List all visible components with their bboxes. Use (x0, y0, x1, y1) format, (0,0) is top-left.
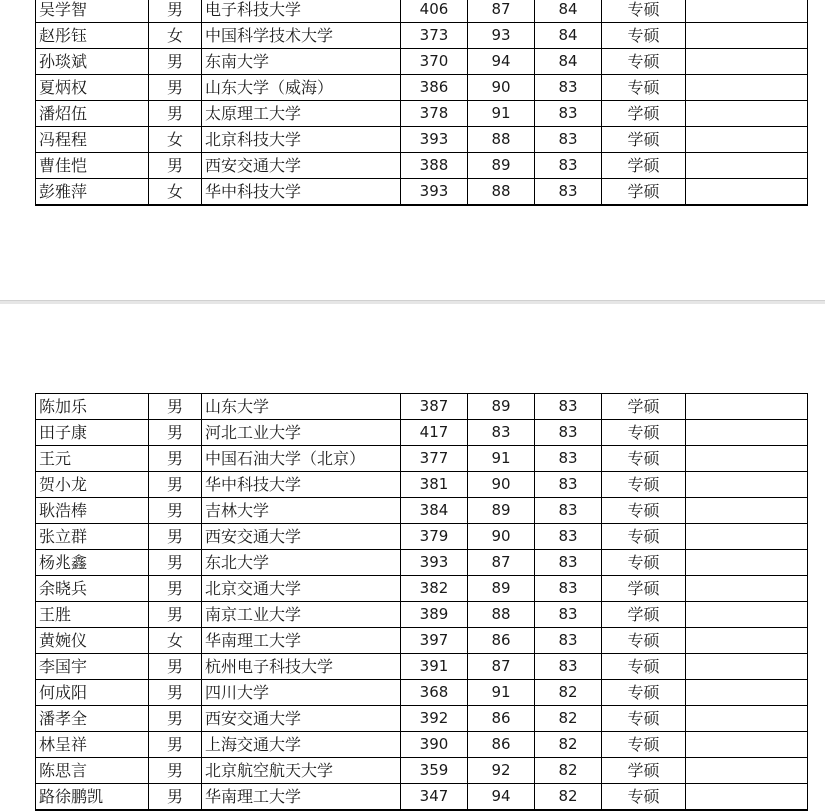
cell-name[interactable]: 李国宇 (36, 654, 149, 680)
cell-score-2[interactable]: 83 (535, 153, 602, 179)
document-page-bottom (0, 304, 825, 807)
cell-total-score[interactable]: 393 (401, 127, 468, 153)
cell-school[interactable]: 西安交通大学 (202, 706, 401, 732)
cell-note[interactable] (686, 420, 808, 446)
cell-degree-type[interactable]: 专硕 (602, 524, 686, 550)
cell-note[interactable] (686, 179, 808, 206)
cell-score-1[interactable]: 93 (468, 23, 535, 49)
cell-name[interactable]: 田子康 (36, 420, 149, 446)
cell-school[interactable]: 太原理工大学 (202, 101, 401, 127)
cell-score-2[interactable]: 83 (535, 524, 602, 550)
cell-note[interactable] (686, 23, 808, 49)
table-body (36, 0, 808, 205)
cell-note[interactable] (686, 784, 808, 811)
table-row (36, 75, 808, 101)
table-row (36, 23, 808, 49)
cell-name[interactable]: 王胜 (36, 602, 149, 628)
cell-school[interactable]: 电子科技大学 (202, 0, 401, 23)
cell-name[interactable]: 冯程程 (36, 127, 149, 153)
cell-degree-type[interactable]: 专硕 (602, 23, 686, 49)
cell-total-score[interactable]: 392 (401, 706, 468, 732)
cell-note[interactable] (686, 602, 808, 628)
cell-total-score[interactable]: 379 (401, 524, 468, 550)
cell-degree-type[interactable]: 学硕 (602, 576, 686, 602)
cell-name[interactable]: 陈思言 (36, 758, 149, 784)
cell-score-2[interactable]: 83 (535, 394, 602, 420)
cell-note[interactable] (686, 680, 808, 706)
cell-score-1[interactable]: 94 (468, 784, 535, 811)
cell-score-1[interactable]: 87 (468, 550, 535, 576)
cell-degree-type[interactable]: 学硕 (602, 127, 686, 153)
cell-degree-type[interactable]: 专硕 (602, 680, 686, 706)
cell-total-score[interactable]: 406 (401, 0, 468, 23)
cell-score-2[interactable]: 83 (535, 550, 602, 576)
cell-degree-type[interactable]: 专硕 (602, 628, 686, 654)
table-row (36, 706, 808, 732)
table-row (36, 49, 808, 75)
cell-score-1[interactable]: 91 (468, 101, 535, 127)
cell-score-2[interactable]: 83 (535, 472, 602, 498)
cell-score-2[interactable]: 82 (535, 758, 602, 784)
table-row (36, 758, 808, 784)
cell-score-2[interactable]: 84 (535, 49, 602, 75)
cell-score-2[interactable]: 83 (535, 654, 602, 680)
cell-score-2[interactable]: 83 (535, 75, 602, 101)
table-row (36, 654, 808, 680)
cell-school[interactable]: 中国石油大学（北京） (202, 446, 401, 472)
cell-score-2[interactable]: 83 (535, 602, 602, 628)
cell-score-2[interactable]: 83 (535, 498, 602, 524)
cell-note[interactable] (686, 524, 808, 550)
table-row (36, 179, 808, 206)
cell-note[interactable] (686, 75, 808, 101)
cell-score-2[interactable]: 83 (535, 628, 602, 654)
cell-gender[interactable]: 女 (149, 23, 202, 49)
document-page-top (0, 0, 825, 300)
cell-score-2[interactable]: 82 (535, 784, 602, 811)
cell-score-2[interactable]: 83 (535, 101, 602, 127)
cell-note[interactable] (686, 0, 808, 23)
cell-name[interactable]: 路徐鹏凯 (36, 784, 149, 811)
cell-school[interactable]: 华南理工大学 (202, 784, 401, 811)
cell-score-1[interactable]: 87 (468, 654, 535, 680)
cell-name[interactable]: 吴学智 (36, 0, 149, 23)
cell-total-score[interactable]: 381 (401, 472, 468, 498)
table-row (36, 784, 808, 811)
cell-degree-type[interactable]: 专硕 (602, 784, 686, 811)
cell-score-2[interactable]: 84 (535, 23, 602, 49)
cell-score-1[interactable]: 89 (468, 153, 535, 179)
cell-school[interactable]: 西安交通大学 (202, 153, 401, 179)
cell-school[interactable]: 山东大学（威海） (202, 75, 401, 101)
cell-note[interactable] (686, 153, 808, 179)
cell-gender[interactable]: 男 (149, 498, 202, 524)
cell-name[interactable]: 潘炤伍 (36, 101, 149, 127)
cell-score-1[interactable]: 91 (468, 446, 535, 472)
cell-total-score[interactable]: 347 (401, 784, 468, 811)
cell-degree-type[interactable]: 专硕 (602, 420, 686, 446)
admission-table-top (35, 0, 808, 206)
cell-note[interactable] (686, 732, 808, 758)
cell-school[interactable]: 华中科技大学 (202, 472, 401, 498)
cell-school[interactable]: 北京交通大学 (202, 576, 401, 602)
cell-gender[interactable]: 男 (149, 576, 202, 602)
cell-degree-type[interactable]: 专硕 (602, 472, 686, 498)
cell-score-1[interactable]: 89 (468, 394, 535, 420)
table-row (36, 420, 808, 446)
cell-gender[interactable]: 男 (149, 75, 202, 101)
cell-total-score[interactable]: 390 (401, 732, 468, 758)
cell-school[interactable]: 吉林大学 (202, 498, 401, 524)
cell-school[interactable]: 北京科技大学 (202, 127, 401, 153)
cell-note[interactable] (686, 498, 808, 524)
cell-total-score[interactable]: 384 (401, 498, 468, 524)
cell-score-1[interactable]: 90 (468, 75, 535, 101)
cell-name[interactable]: 王元 (36, 446, 149, 472)
cell-score-1[interactable]: 87 (468, 0, 535, 23)
cell-name[interactable]: 曹佳恺 (36, 153, 149, 179)
cell-gender[interactable]: 女 (149, 127, 202, 153)
cell-gender[interactable]: 男 (149, 706, 202, 732)
cell-note[interactable] (686, 576, 808, 602)
cell-total-score[interactable]: 391 (401, 654, 468, 680)
cell-total-score[interactable]: 393 (401, 179, 468, 206)
cell-school[interactable]: 上海交通大学 (202, 732, 401, 758)
cell-note[interactable] (686, 628, 808, 654)
cell-gender[interactable]: 男 (149, 784, 202, 811)
cell-gender[interactable]: 男 (149, 49, 202, 75)
cell-gender[interactable]: 男 (149, 732, 202, 758)
cell-score-2[interactable]: 83 (535, 127, 602, 153)
cell-gender[interactable]: 男 (149, 758, 202, 784)
cell-name[interactable]: 耿浩棒 (36, 498, 149, 524)
cell-total-score[interactable]: 389 (401, 602, 468, 628)
cell-total-score[interactable]: 377 (401, 446, 468, 472)
cell-score-2[interactable]: 82 (535, 706, 602, 732)
cell-degree-type[interactable]: 学硕 (602, 179, 686, 206)
cell-score-2[interactable]: 83 (535, 446, 602, 472)
cell-degree-type[interactable]: 专硕 (602, 0, 686, 23)
cell-total-score[interactable]: 373 (401, 23, 468, 49)
cell-school[interactable]: 东南大学 (202, 49, 401, 75)
cell-total-score[interactable]: 382 (401, 576, 468, 602)
cell-gender[interactable]: 男 (149, 524, 202, 550)
cell-gender[interactable]: 男 (149, 550, 202, 576)
cell-score-2[interactable]: 84 (535, 0, 602, 23)
cell-school[interactable]: 中国科学技术大学 (202, 23, 401, 49)
cell-degree-type[interactable]: 专硕 (602, 49, 686, 75)
cell-gender[interactable]: 男 (149, 394, 202, 420)
cell-name[interactable]: 黄婉仪 (36, 628, 149, 654)
cell-score-2[interactable]: 82 (535, 680, 602, 706)
table-row (36, 628, 808, 654)
cell-degree-type[interactable]: 专硕 (602, 706, 686, 732)
cell-name[interactable]: 陈加乐 (36, 394, 149, 420)
cell-school[interactable]: 华南理工大学 (202, 628, 401, 654)
cell-name[interactable]: 杨兆鑫 (36, 550, 149, 576)
cell-score-1[interactable]: 90 (468, 524, 535, 550)
cell-name[interactable]: 余晓兵 (36, 576, 149, 602)
table-row (36, 101, 808, 127)
cell-degree-type[interactable]: 专硕 (602, 550, 686, 576)
cell-score-1[interactable]: 88 (468, 179, 535, 206)
cell-name[interactable]: 林呈祥 (36, 732, 149, 758)
cell-total-score[interactable]: 397 (401, 628, 468, 654)
cell-total-score[interactable]: 378 (401, 101, 468, 127)
cell-score-2[interactable]: 83 (535, 420, 602, 446)
cell-score-1[interactable]: 90 (468, 472, 535, 498)
cell-name[interactable]: 贺小龙 (36, 472, 149, 498)
cell-total-score[interactable]: 370 (401, 49, 468, 75)
cell-note[interactable] (686, 472, 808, 498)
table-body (36, 394, 808, 811)
table-row (36, 127, 808, 153)
cell-note[interactable] (686, 706, 808, 732)
cell-degree-type[interactable]: 学硕 (602, 602, 686, 628)
cell-degree-type[interactable]: 学硕 (602, 153, 686, 179)
cell-school[interactable]: 西安交通大学 (202, 524, 401, 550)
table-row (36, 576, 808, 602)
cell-school[interactable]: 南京工业大学 (202, 602, 401, 628)
cell-gender[interactable]: 女 (149, 179, 202, 206)
cell-note[interactable] (686, 101, 808, 127)
cell-name[interactable]: 夏炳权 (36, 75, 149, 101)
cell-total-score[interactable]: 386 (401, 75, 468, 101)
table-row (36, 153, 808, 179)
cell-gender[interactable]: 女 (149, 628, 202, 654)
admission-table-bottom (35, 393, 808, 811)
cell-note[interactable] (686, 127, 808, 153)
table-row (36, 446, 808, 472)
cell-score-1[interactable]: 89 (468, 576, 535, 602)
table-row (36, 498, 808, 524)
cell-gender[interactable]: 男 (149, 0, 202, 23)
cell-school[interactable]: 北京航空航天大学 (202, 758, 401, 784)
cell-school[interactable]: 四川大学 (202, 680, 401, 706)
cell-degree-type[interactable]: 专硕 (602, 732, 686, 758)
cell-note[interactable] (686, 394, 808, 420)
cell-degree-type[interactable]: 学硕 (602, 394, 686, 420)
cell-score-1[interactable]: 89 (468, 498, 535, 524)
cell-score-1[interactable]: 86 (468, 732, 535, 758)
cell-gender[interactable]: 男 (149, 446, 202, 472)
cell-note[interactable] (686, 654, 808, 680)
table-row (36, 550, 808, 576)
cell-score-1[interactable]: 83 (468, 420, 535, 446)
cell-degree-type[interactable]: 专硕 (602, 654, 686, 680)
cell-note[interactable] (686, 758, 808, 784)
table-row (36, 524, 808, 550)
cell-gender[interactable]: 男 (149, 101, 202, 127)
cell-name[interactable]: 孙琰斌 (36, 49, 149, 75)
cell-score-2[interactable]: 82 (535, 732, 602, 758)
cell-score-2[interactable]: 83 (535, 179, 602, 206)
cell-gender[interactable]: 男 (149, 420, 202, 446)
table-row (36, 680, 808, 706)
cell-name[interactable]: 何成阳 (36, 680, 149, 706)
cell-gender[interactable]: 男 (149, 472, 202, 498)
cell-total-score[interactable]: 417 (401, 420, 468, 446)
cell-score-1[interactable]: 92 (468, 758, 535, 784)
cell-total-score[interactable]: 359 (401, 758, 468, 784)
cell-score-1[interactable]: 94 (468, 49, 535, 75)
cell-name[interactable]: 潘孝全 (36, 706, 149, 732)
cell-school[interactable]: 杭州电子科技大学 (202, 654, 401, 680)
cell-score-1[interactable]: 88 (468, 602, 535, 628)
cell-score-2[interactable]: 83 (535, 576, 602, 602)
cell-degree-type[interactable]: 学硕 (602, 758, 686, 784)
cell-name[interactable]: 张立群 (36, 524, 149, 550)
table-row (36, 394, 808, 420)
cell-school[interactable]: 河北工业大学 (202, 420, 401, 446)
cell-score-1[interactable]: 91 (468, 680, 535, 706)
cell-degree-type[interactable]: 专硕 (602, 75, 686, 101)
table-row (36, 732, 808, 758)
cell-total-score[interactable]: 388 (401, 153, 468, 179)
cell-note[interactable] (686, 550, 808, 576)
table-row (36, 472, 808, 498)
cell-note[interactable] (686, 49, 808, 75)
cell-score-1[interactable]: 88 (468, 127, 535, 153)
table-row (36, 0, 808, 23)
cell-name[interactable]: 彭雅萍 (36, 179, 149, 206)
cell-note[interactable] (686, 446, 808, 472)
cell-degree-type[interactable]: 专硕 (602, 498, 686, 524)
cell-total-score[interactable]: 387 (401, 394, 468, 420)
cell-score-1[interactable]: 86 (468, 628, 535, 654)
cell-gender[interactable]: 男 (149, 680, 202, 706)
table-row (36, 602, 808, 628)
cell-degree-type[interactable]: 专硕 (602, 446, 686, 472)
cell-school[interactable]: 山东大学 (202, 394, 401, 420)
cell-gender[interactable]: 男 (149, 153, 202, 179)
cell-gender[interactable]: 男 (149, 654, 202, 680)
cell-name[interactable]: 赵彤钰 (36, 23, 149, 49)
cell-total-score[interactable]: 368 (401, 680, 468, 706)
cell-total-score[interactable]: 393 (401, 550, 468, 576)
cell-school[interactable]: 东北大学 (202, 550, 401, 576)
cell-score-1[interactable]: 86 (468, 706, 535, 732)
cell-gender[interactable]: 男 (149, 602, 202, 628)
cell-degree-type[interactable]: 学硕 (602, 101, 686, 127)
cell-school[interactable]: 华中科技大学 (202, 179, 401, 206)
